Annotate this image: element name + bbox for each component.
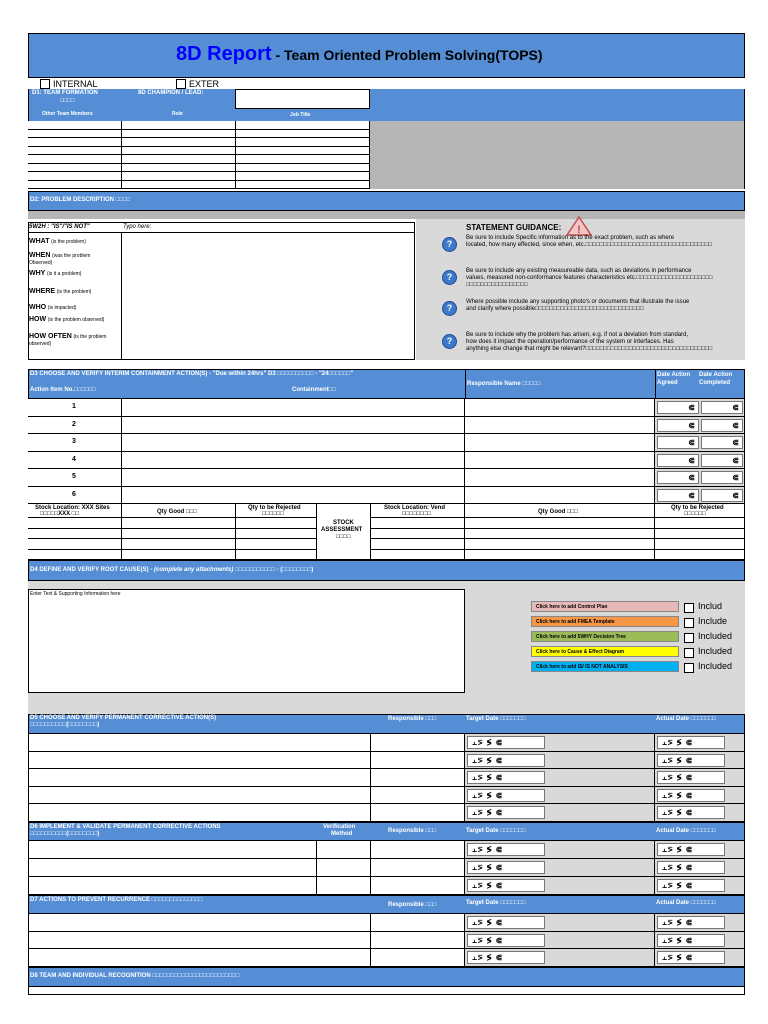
d6-verification2: Method [331, 831, 353, 837]
question-label: HOW [29, 316, 47, 323]
champion-input[interactable] [235, 89, 370, 109]
stock-assessment-label2: ASSESSMENT [321, 527, 363, 533]
stock-cell[interactable] [236, 529, 317, 540]
question-hint: (was the problem [52, 253, 91, 259]
stock-cell[interactable] [655, 550, 745, 561]
d5-cell[interactable] [371, 752, 465, 770]
qty-reject-label-b2: □□□□□□ [684, 511, 706, 517]
d6-label: D6 IMPLEMENT & VALIDATE PERMANENT CORRECTIVE ACTIONS [30, 824, 221, 830]
guidance-line: anything else change that might be relevant?□□□□□□□□□□□□□□□□□□□□□□□□□□□□□□□□□□□ [466, 346, 713, 352]
help-icon[interactable]: ? [442, 301, 457, 316]
included-checkbox[interactable] [684, 648, 694, 658]
question-label: HOW OFTEN [29, 333, 72, 340]
root-cause-input[interactable] [28, 589, 465, 693]
d7-cell[interactable] [28, 932, 371, 950]
d6-actual-date-picker[interactable]: ⫠⋝ ≶ ⋐ [657, 879, 725, 892]
guidance-line: located, how many effected, since when, etc.□□□□□□□□□□□□□□□□□□□□□□□□□□□□□□□□□□□ [466, 242, 713, 248]
help-icon[interactable]: ? [442, 334, 457, 349]
d1-header [28, 89, 745, 121]
question-hint: (is the problem) [56, 289, 92, 295]
d4-label: D4 DEFINE AND VERIFY ROOT CAUSE(S) - (complete any attachments) □□□□□□□□□□□ - (□□□□□□□□) [30, 567, 314, 573]
d5-cell[interactable] [28, 769, 371, 787]
col-other-members: Other Team Members [42, 111, 93, 117]
d6-cell[interactable] [317, 877, 371, 895]
action-item-number: 1 [72, 403, 76, 410]
d6-cell[interactable] [317, 841, 371, 859]
howoften-hint-extra: observed) [29, 341, 52, 347]
type-here-label: Typo here: [123, 224, 152, 230]
action-item-number: 6 [72, 490, 76, 498]
member-name-cell[interactable] [28, 130, 122, 139]
member-name-cell[interactable] [28, 164, 122, 173]
responsible-cell[interactable] [465, 469, 655, 487]
guidance-line: values, measured non-conformance features characteristics etc.□□□□□□□□□□□□□□□□□□□□□ [466, 275, 713, 281]
d5-target-date-picker[interactable]: ⫠⋝ ≶ ⋐ [467, 771, 545, 784]
d5-target-date-picker[interactable]: ⫠⋝ ≶ ⋐ [467, 789, 545, 802]
d6-target-date-picker[interactable]: ⫠⋝ ≶ ⋐ [467, 879, 545, 892]
question-label: WHERE [29, 288, 56, 295]
member-name-cell[interactable] [28, 155, 122, 164]
d6-target-date-picker[interactable]: ⫠⋝ ≶ ⋐ [467, 861, 545, 874]
stock-cell[interactable] [371, 539, 465, 550]
guidance-line: Where possible include any supporting photo's or documents that illustrate the issue [466, 299, 690, 305]
question-label: WHEN [29, 252, 51, 259]
d7-target-date-picker[interactable]: ⫠⋝ ≶ ⋐ [467, 916, 545, 929]
date-agreed-picker[interactable]: ⋐ [657, 436, 699, 449]
responsible-cell[interactable] [465, 487, 655, 505]
member-title-cell[interactable] [236, 121, 370, 130]
d1-label2: □□□□ [60, 98, 75, 104]
d1-label: D1: TEAM FORMATION [32, 90, 98, 96]
stock-assessment-label: STOCK [333, 520, 354, 526]
question-hint: (is the problem [73, 334, 107, 340]
d3-col-agreed1: Date Action [657, 372, 691, 378]
member-title-cell[interactable] [236, 164, 370, 173]
qty-reject-label-b: Qty to be Rejected [671, 505, 724, 511]
question-row [29, 252, 90, 259]
5w2h-heading: 5W2H : "IS"/"IS NOT" [29, 224, 90, 230]
d7-actual-date-picker[interactable]: ⫠⋝ ≶ ⋐ [657, 934, 725, 947]
member-role-cell[interactable] [122, 155, 236, 164]
d3-col-agreed2: Agreed [657, 380, 678, 386]
member-role-cell[interactable] [122, 181, 236, 190]
question-label: WHY [29, 270, 46, 277]
d7-target-date-picker[interactable]: ⫠⋝ ≶ ⋐ [467, 951, 545, 964]
d6-verification: Verification [323, 824, 356, 830]
stock-cell[interactable] [236, 539, 317, 550]
d3-col-completed1: Date Action [699, 372, 733, 378]
action-item-number: 3 [72, 438, 76, 445]
member-name-cell[interactable] [28, 172, 122, 181]
date-agreed-picker[interactable]: ⋐ [657, 419, 699, 432]
d5-actual-date-picker[interactable]: ⫠⋝ ≶ ⋐ [657, 771, 725, 784]
responsible-cell[interactable] [465, 452, 655, 470]
stock-cell[interactable] [28, 529, 122, 540]
attachment-button[interactable]: Click here to add FMEA Template [531, 616, 679, 627]
d5-cell[interactable] [371, 769, 465, 787]
d8-label: D8 TEAM AND INDIVIDUAL RECOGNITION □□□□□□□□□□□□□□□□□□□□□□□□ [30, 973, 240, 979]
stock-cell[interactable] [122, 539, 236, 550]
question-hint: (is impacted) [47, 305, 77, 311]
stock-cell[interactable] [465, 529, 655, 540]
guidance-line: Be sure to include Specific information as to the exact problem, such as where [466, 235, 675, 241]
member-role-cell[interactable] [122, 172, 236, 181]
root-cause-placeholder: Enter Text & Supporting Information here [30, 591, 121, 597]
member-role-cell[interactable] [122, 164, 236, 173]
included-checkbox[interactable] [684, 603, 694, 613]
d6-actual-date: Actual Date □□□□□□□ [656, 828, 717, 834]
date-completed-picker[interactable]: ⋐ [701, 471, 743, 484]
d3-label: D3 CHOOSE AND VERIFY INTERIM CONTAINMENT ACTION(S) - "Due within 24hrs" D3 □□□□□□□□□□ - "24□□□□□□" [30, 371, 354, 377]
d5-responsible: Responsible □□□ [388, 716, 437, 722]
internal-checkbox[interactable] [40, 79, 50, 89]
responsible-cell[interactable] [465, 434, 655, 452]
member-role-cell[interactable] [122, 121, 236, 130]
containment-cell[interactable] [122, 434, 465, 452]
attachment-button[interactable]: Click here to add Control Plan [531, 601, 679, 612]
d7-actual-date-picker[interactable]: ⫠⋝ ≶ ⋐ [657, 916, 725, 929]
external-label: EXTER [189, 79, 220, 89]
action-item-number: 2 [72, 420, 76, 428]
containment-cell[interactable] [122, 487, 465, 505]
d7-cell[interactable] [371, 914, 465, 932]
member-title-cell[interactable] [236, 181, 370, 190]
d5-actual-date-picker[interactable]: ⫠⋝ ≶ ⋐ [657, 754, 725, 767]
stock-cell[interactable] [371, 529, 465, 540]
included-checkbox[interactable] [684, 618, 694, 628]
d5-cell[interactable] [371, 787, 465, 805]
stock-cell[interactable] [28, 518, 122, 529]
d3-col-responsible: Responsible Name □□□□□ [467, 381, 541, 387]
qty-reject-label2: □□□□□□ [262, 511, 284, 517]
stock-cell[interactable] [122, 529, 236, 540]
d6-actual-date-picker[interactable]: ⫠⋝ ≶ ⋐ [657, 843, 725, 856]
help-icon[interactable]: ? [442, 237, 457, 252]
date-completed-picker[interactable]: ⋐ [701, 436, 743, 449]
included-label: Includ [698, 601, 723, 611]
included-label: Included [698, 661, 733, 671]
d5-target-date-picker[interactable]: ⫠⋝ ≶ ⋐ [467, 754, 545, 767]
containment-cell[interactable] [122, 469, 465, 487]
guidance-line: Be sure to include why the problem has arisen, e.g. if not a deviation from standard, [466, 332, 689, 338]
d7-cell[interactable] [28, 949, 371, 967]
member-name-cell[interactable] [28, 121, 122, 130]
d1-gray-area [370, 121, 745, 189]
action-item-number: 5 [72, 473, 76, 480]
d2-label: D2: PROBLEM DESCRIPTION □□□□ [30, 197, 131, 203]
action-item-cell [28, 417, 122, 435]
stock-cell[interactable] [465, 539, 655, 550]
d5-target-date-picker[interactable]: ⫠⋝ ≶ ⋐ [467, 736, 545, 749]
d7-target-date: Target Date □□□□□□□ [466, 900, 526, 906]
guidance-line: Be sure to include any existing measureable data, such as deviations in performance [466, 268, 692, 274]
d6-actual-date-picker[interactable]: ⫠⋝ ≶ ⋐ [657, 861, 725, 874]
d5-cell[interactable] [28, 734, 371, 752]
stock-cell[interactable] [655, 539, 745, 550]
help-icon[interactable]: ? [442, 270, 457, 285]
d7-actual-date: Actual Date □□□□□□□ [656, 900, 717, 906]
d3-col-containment: Containment□□ [292, 387, 336, 393]
d6-cell[interactable] [371, 841, 465, 859]
d5-actual-date-picker[interactable]: ⫠⋝ ≶ ⋐ [657, 789, 725, 802]
date-agreed-picker[interactable]: ⋐ [657, 489, 699, 502]
d5-cell[interactable] [28, 787, 371, 805]
stock-cell[interactable] [236, 550, 317, 561]
question-row [29, 304, 76, 311]
d6-cell[interactable] [317, 859, 371, 877]
question-row [29, 288, 91, 295]
stock-assessment-label3: □□□□ [336, 534, 351, 540]
d5-target-date: Target Date □□□□□□□ [466, 716, 526, 722]
member-title-cell[interactable] [236, 138, 370, 147]
question-row [29, 270, 81, 277]
stock-loc-vend: Stock Location: Vend [384, 505, 446, 511]
stock-cell[interactable] [236, 518, 317, 529]
report-title [176, 43, 543, 66]
d5-actual-date-picker[interactable]: ⫠⋝ ≶ ⋐ [657, 736, 725, 749]
d5-actual-date-picker[interactable]: ⫠⋝ ≶ ⋐ [657, 806, 725, 819]
d7-cell[interactable] [371, 932, 465, 950]
question-hint: (is the problem observed) [47, 317, 105, 323]
action-item-cell [28, 469, 122, 487]
stock-cell[interactable] [122, 550, 236, 561]
included-label: Included [698, 631, 733, 641]
question-hint: (is it a problem) [47, 271, 82, 277]
date-completed-picker[interactable]: ⋐ [701, 489, 743, 502]
champion-label: 8D CHAMPION / LEAD: [138, 90, 204, 96]
member-title-cell[interactable] [236, 147, 370, 156]
d5-label: D5 CHOOSE AND VERIFY PERMANENT CORRECTIVE ACTION(S) [30, 715, 217, 721]
stock-loc-xxx: Stock Location: XXX Sites [35, 505, 110, 511]
stock-cell[interactable] [122, 518, 236, 529]
action-item-cell [28, 452, 122, 470]
question-hint: (is the problem) [51, 239, 86, 245]
member-name-cell[interactable] [28, 147, 122, 156]
d6-label2: □□□□□□□□□□(□□□□□□□□) [30, 831, 100, 837]
external-checkbox[interactable] [176, 79, 186, 89]
member-title-cell[interactable] [236, 155, 370, 164]
d7-cell[interactable] [28, 914, 371, 932]
d6-responsible: Responsible □□□ [388, 828, 437, 834]
title-main: 8D Report [176, 43, 272, 65]
question-label: WHO [29, 304, 47, 311]
stock-loc-vend2: □□□□□□□□ [402, 511, 431, 517]
member-role-cell[interactable] [122, 130, 236, 139]
stock-cell[interactable] [655, 529, 745, 540]
attachment-button[interactable]: Click here to add 5WHY Decision Tree [531, 631, 679, 642]
d5-cell[interactable] [371, 804, 465, 822]
qty-good-label: Qty Good □□□ [157, 509, 197, 515]
included-checkbox[interactable] [684, 633, 694, 643]
member-role-cell[interactable] [122, 147, 236, 156]
d6-cell[interactable] [28, 877, 317, 895]
d5-cell[interactable] [28, 752, 371, 770]
action-item-number: 4 [72, 455, 76, 463]
d5-cell[interactable] [28, 804, 371, 822]
action-item-cell [28, 487, 122, 505]
qty-good-label2: Qty Good □□□ [538, 509, 578, 515]
d6-cell[interactable] [371, 859, 465, 877]
stock-loc-xxx2: □□□□□XXX □□ [40, 511, 80, 517]
containment-cell[interactable] [122, 452, 465, 470]
member-title-cell[interactable] [236, 130, 370, 139]
d7-label: D7 ACTIONS TO PREVENT RECURRENCE □□□□□□□□□□□□□□ [30, 897, 203, 903]
qty-reject-label: Qty to be Rejected [248, 505, 301, 511]
d5-target-date-picker[interactable]: ⫠⋝ ≶ ⋐ [467, 806, 545, 819]
stock-cell[interactable] [465, 550, 655, 561]
col-role: Role [172, 111, 183, 117]
stock-cell[interactable] [28, 539, 122, 550]
warning-icon [566, 216, 592, 236]
member-role-cell[interactable] [122, 138, 236, 147]
included-checkbox[interactable] [684, 663, 694, 673]
d3-col-completed2: Completed [699, 380, 731, 386]
guidance-line: and clarify where possible□□□□□□□□□□□□□□□□□□□□□□□□□□□□□□ [466, 306, 644, 312]
d6-target-date-picker[interactable]: ⫠⋝ ≶ ⋐ [467, 843, 545, 856]
date-agreed-picker[interactable]: ⋐ [657, 454, 699, 467]
guidance-line: how does it impact the operation/performance of the system or interfaces. Has [466, 339, 674, 345]
d6-cell[interactable] [28, 859, 317, 877]
d7-target-date-picker[interactable]: ⫠⋝ ≶ ⋐ [467, 934, 545, 947]
question-row [29, 316, 104, 323]
stock-cell[interactable] [371, 518, 465, 529]
date-agreed-picker[interactable]: ⋐ [657, 401, 699, 414]
d6-target-date: Target Date □□□□□□□ [466, 828, 526, 834]
action-item-cell [28, 434, 122, 452]
d2-header [28, 191, 745, 211]
attachment-button[interactable]: Click here to Cause & Effect Diagram [531, 646, 679, 657]
when-hint-extra: Observed) [29, 260, 53, 266]
guidance-title: STATEMENT GUIDANCE: [466, 223, 562, 232]
responsible-cell[interactable] [465, 417, 655, 435]
containment-cell[interactable] [122, 417, 465, 435]
attachment-button[interactable]: Click here to add IS/ IS NOT ANALYSIS [531, 661, 679, 672]
containment-cell[interactable] [122, 399, 465, 417]
internal-label: INTERNAL [53, 79, 98, 89]
responsible-cell[interactable] [465, 399, 655, 417]
question-label: WHAT [29, 238, 50, 245]
stock-cell[interactable] [28, 550, 122, 561]
date-agreed-picker[interactable]: ⋐ [657, 471, 699, 484]
stock-cell[interactable] [371, 550, 465, 561]
member-name-cell[interactable] [28, 138, 122, 147]
question-row [29, 238, 86, 245]
member-title-cell[interactable] [236, 172, 370, 181]
member-name-cell[interactable] [28, 181, 122, 190]
d5-label2: □□□□□□□□□□(□□□□□□□□) [30, 722, 100, 728]
date-completed-picker[interactable]: ⋐ [701, 419, 743, 432]
date-completed-picker[interactable]: ⋐ [701, 454, 743, 467]
included-label: Included [698, 646, 733, 656]
d6-cell[interactable] [28, 841, 317, 859]
col-job-title: Job Title [290, 112, 311, 118]
stock-cell[interactable] [655, 518, 745, 529]
d7-responsible: Responsible □□□ [388, 902, 437, 908]
action-item-cell [28, 399, 122, 417]
d6-cell[interactable] [371, 877, 465, 895]
question-row [29, 333, 107, 340]
title-sub: - Team Oriented Problem Solving(TOPS) [271, 47, 543, 63]
included-label: Include [698, 616, 728, 626]
d3-col-item: Action Item No.□□□□□□ [30, 387, 96, 393]
d7-actual-date-picker[interactable]: ⫠⋝ ≶ ⋐ [657, 951, 725, 964]
date-completed-picker[interactable]: ⋐ [701, 401, 743, 414]
title-bar [28, 33, 745, 78]
d5-actual-date: Actual Date □□□□□□□ [656, 716, 717, 722]
d5-cell[interactable] [371, 734, 465, 752]
problem-description-input[interactable] [122, 233, 414, 359]
d7-cell[interactable] [371, 949, 465, 967]
stock-cell[interactable] [465, 518, 655, 529]
svg-text:!: ! [577, 224, 581, 236]
guidance-line: □□□□□□□□□□□□□□□□□ [466, 282, 528, 288]
